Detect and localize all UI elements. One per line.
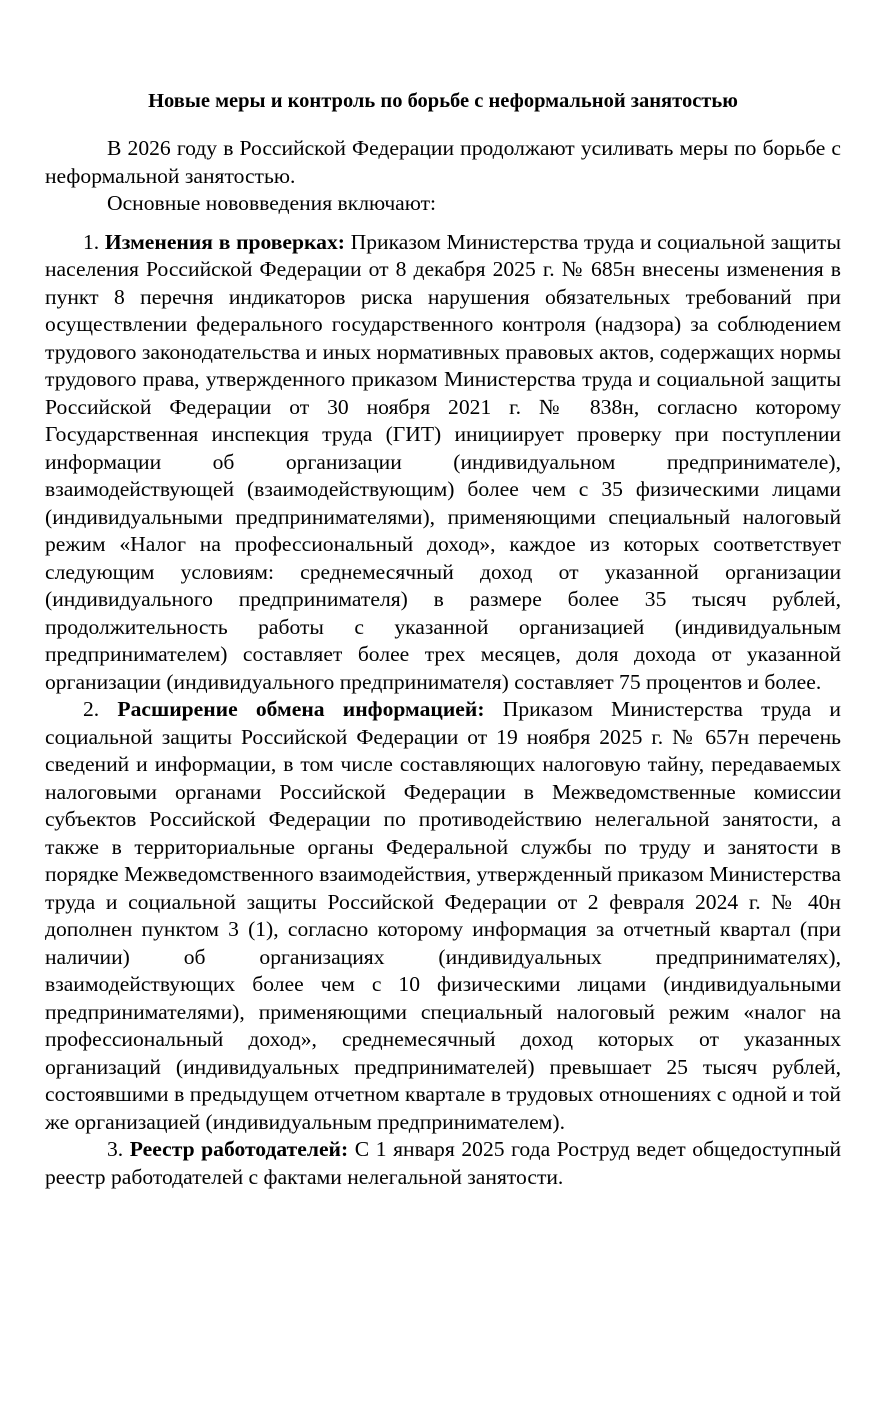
list-item-heading: Реестр работодателей: — [129, 1137, 349, 1161]
list-item-text: Приказом Министерства труда и социальной защиты населения Российской Федерации от 8 декабря 2025 г. № 685н внесены изменения в пункт 8 перечня индикаторов риска нарушения обязательных требований при осуществлении федерального государственного контроля (надзора) за соблюдением трудового законодательства и иных нормативных правовых актов, содержащих нормы трудового права, утвержденного приказом Министерства труда и социальной защиты Российской Федерации от 30 ноября 2021 г. № 838н, согласно которому Государственная инспекция труда (ГИТ) инициирует проверку при поступлении информации об организации (индивидуальном предпринимателе), взаимодействующей (взаимодействующим) более чем с 35 физическими лицами (индивидуальными предпринимателями), применяющими специальный налоговый режим «Налог на профессиональный доход», каждое из которых соответствует следующим условиям: среднемесячный доход от указанной организации (индивидуального предпринимателя) в размере более 35 тысяч рублей, продолжительность работы с указанной организацией (индивидуальным предпринимателем) составляет более трех месяцев, доля дохода от указанной организации (индивидуального предпринимателя) составляет 75 процентов и более. — [45, 229, 841, 694]
list-item-heading: Расширение обмена информацией: — [117, 697, 485, 721]
list-item-number: 3. — [107, 1137, 124, 1161]
intro-paragraph: В 2026 году в Российской Федерации продолжают усиливать меры по борьбе с неформальной занятостью. — [45, 136, 841, 188]
list-item-number: 2. — [83, 697, 100, 721]
list-item-2 — [45, 696, 841, 1136]
list-item-1 — [45, 229, 841, 697]
list-item-3 — [45, 1136, 841, 1191]
list-item-heading: Изменения в проверках: — [104, 229, 345, 254]
intro-lead: Основные нововведения включают: — [107, 191, 437, 215]
document-title: Новые меры и контроль по борьбе с неформальной занятостью — [148, 90, 738, 112]
list-item-text: С 1 января 2025 года Роструд ведет общедоступный реестр работодателей с фактами нелегальной занятости. — [45, 1137, 842, 1189]
list-item-number: 1. — [83, 229, 100, 254]
list-item-text: Приказом Министерства труда и социальной защиты Российской Федерации от 19 ноября 2025 г. № 657н перечень сведений и информации, в том числе составляющих налоговую тайну, передаваемых налоговыми органами Российской Федерации в Межведомственные комиссии субъектов Российской Федерации по противодействию нелегальной занятости, а также в территориальные органы Федеральной службы по труду и занятости в порядке Межведомственного взаимодействия, утвержденный приказом Министерства труда и социальной защиты Российской Федерации от 2 февраля 2024 г. № 40н дополнен пунктом 3 (1), согласно которому информация за отчетный квартал (при наличии) об организациях (индивидуальных предпринимателях), взаимодействующих более чем с 10 физическими лицами (индивидуальными предпринимателями), применяющими специальный налоговый режим «налог на профессиональный доход», среднемесячный доход которых от указанных организаций (индивидуальных предпринимателей) превышает 25 тысяч рублей, состоявшими в предыдущем отчетном квартале в трудовых отношениях с одной и той же организацией (индивидуальным предпринимателем). — [45, 697, 841, 1134]
